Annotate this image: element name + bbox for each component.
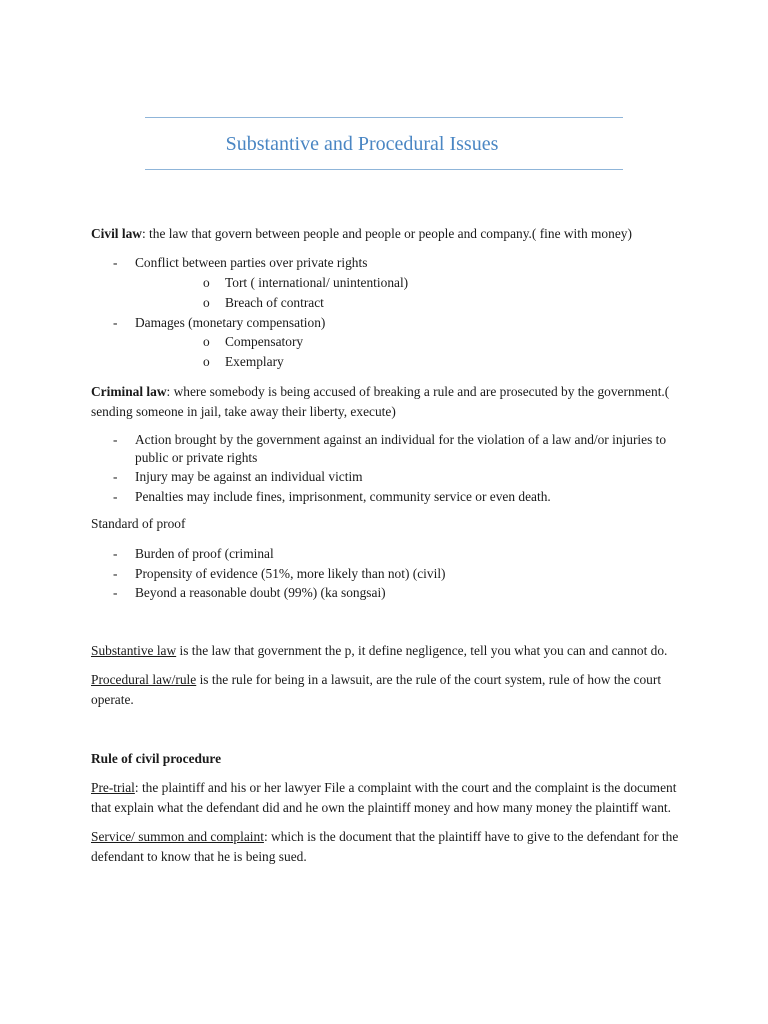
list-item: - Action brought by the government against an individual for the violation of a law and/or injuries to public or private rights bbox=[91, 431, 691, 467]
substantive-law-paragraph bbox=[91, 641, 691, 661]
list-item: - Beyond a reasonable doubt (99%) (ka songsai) bbox=[91, 583, 691, 603]
list-item: - Injury may be against an individual victim bbox=[91, 467, 691, 487]
procedural-law-paragraph bbox=[91, 670, 691, 710]
standard-of-proof-heading: Standard of proof bbox=[91, 516, 186, 531]
list-item: - Propensity of evidence (51%, more likely than not) (civil) bbox=[91, 564, 691, 584]
civil-law-definition: : the law that govern between people and people or people and company.( fine with money) bbox=[141, 226, 632, 241]
list-item: - Burden of proof (criminal bbox=[91, 544, 691, 564]
document-title: Substantive and Procedural Issues bbox=[225, 133, 499, 155]
criminal-law-list bbox=[91, 431, 691, 506]
pre-trial-term: Pre-trial bbox=[91, 779, 135, 795]
list-item: - Penalties may include fines, imprisonment, community service or even death. bbox=[91, 487, 691, 507]
civil-law-paragraph bbox=[91, 224, 691, 244]
service-term: Service/ summon and complaint bbox=[91, 828, 264, 844]
list-item-text: Damages (monetary compensation) bbox=[135, 314, 326, 330]
standard-of-proof-list bbox=[91, 544, 691, 603]
service-paragraph bbox=[91, 827, 691, 867]
criminal-law-definition: : where somebody is being accused of breaking a rule and are prosecuted by the government.( sending someone in jail, take away their liberty, execute) bbox=[91, 384, 670, 419]
procedural-law-term: Procedural law/rule bbox=[91, 671, 197, 687]
civil-law-term: Civil law bbox=[91, 226, 142, 241]
civil-law-list bbox=[91, 253, 691, 372]
document-body bbox=[91, 224, 691, 867]
title-rule-bottom bbox=[145, 169, 623, 170]
pre-trial-definition: : the plaintiff and his or her lawyer File a complaint with the court and the complaint is the document that explain what the defendant did and he own the plaintiff money and how many money the plaintiff want. bbox=[91, 779, 677, 815]
criminal-law-term: Criminal law bbox=[91, 384, 167, 399]
title-rule-top bbox=[145, 117, 623, 118]
procedural-law-definition: is the rule for being in a lawsuit, are the rule of the court system, rule of how the court operate. bbox=[91, 671, 662, 707]
sub-list bbox=[135, 273, 691, 313]
list-item bbox=[91, 253, 691, 313]
substantive-law-definition: is the law that government the p, it define negligence, tell you what you can and cannot do. bbox=[176, 642, 668, 658]
list-item bbox=[91, 313, 691, 373]
substantive-law-term: Substantive law bbox=[91, 642, 177, 658]
sub-list bbox=[135, 332, 691, 372]
pre-trial-paragraph bbox=[91, 778, 691, 818]
sub-list-item: o Compensatory bbox=[135, 332, 691, 352]
service-definition: : which is the document that the plaintiff have to give to the defendant for the defendant to know that he is being sued. bbox=[91, 828, 679, 864]
sub-list-item: o Breach of contract bbox=[135, 293, 691, 313]
sub-list-item: o Exemplary bbox=[135, 352, 691, 372]
criminal-law-paragraph bbox=[91, 382, 691, 422]
civil-procedure-heading: Rule of civil procedure bbox=[91, 750, 222, 766]
sub-list-item: o Tort ( international/ unintentional) bbox=[135, 273, 691, 293]
list-item-text: Conflict between parties over private rights bbox=[135, 255, 368, 270]
